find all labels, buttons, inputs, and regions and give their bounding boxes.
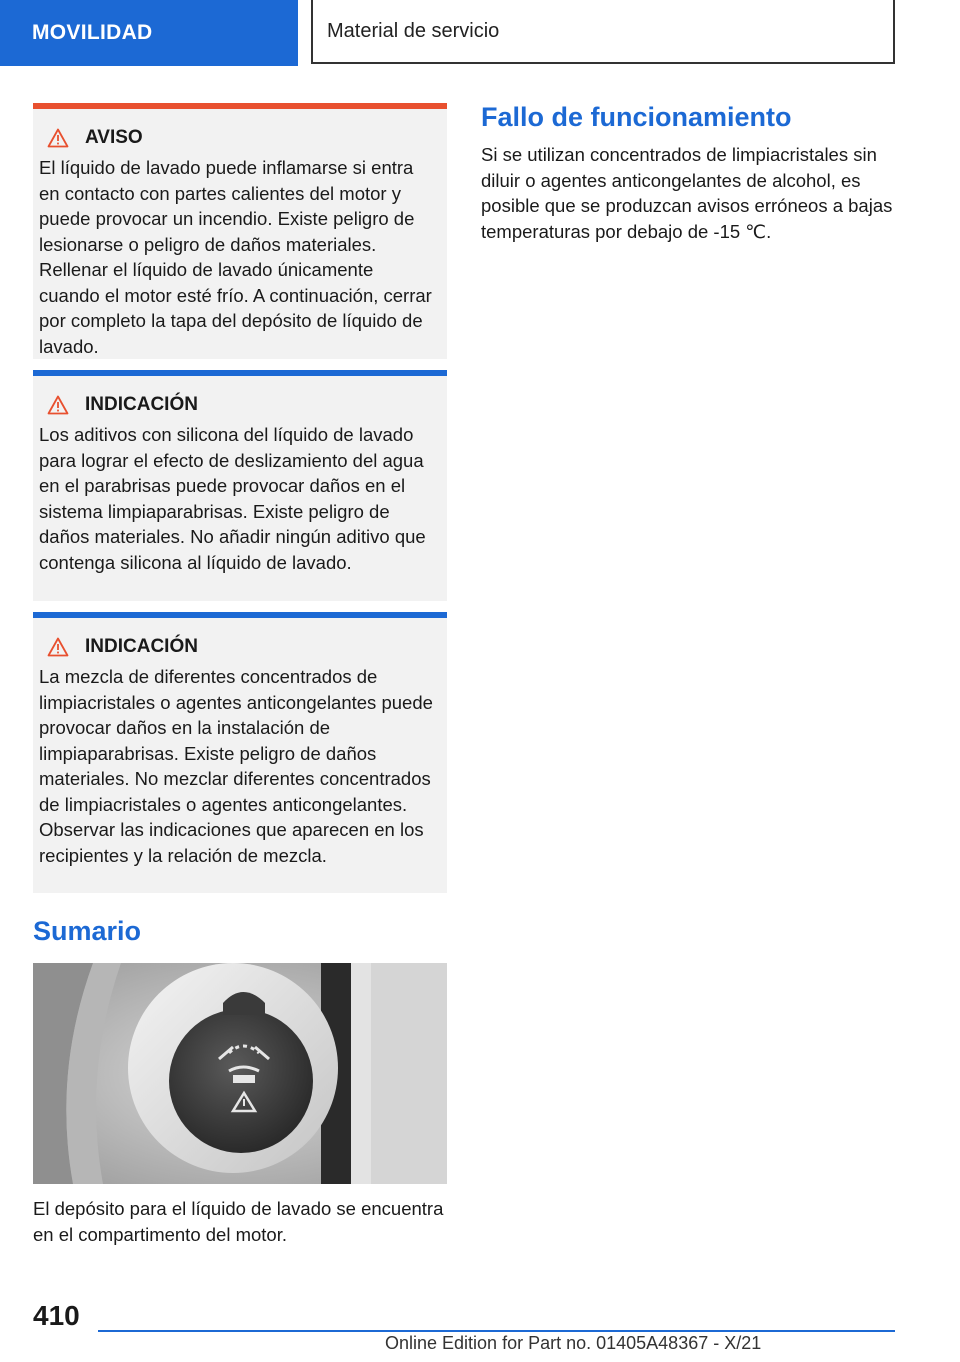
header-section-tab <box>0 0 298 66</box>
notice-aviso <box>33 103 447 359</box>
washer-fluid-cap-photo <box>33 963 447 1184</box>
footer-divider <box>98 1330 895 1332</box>
notice-title: AVISO <box>85 127 143 148</box>
sumario-caption: El depósito para el líquido de lavado se encuentra en el compartimento del motor. <box>33 1198 444 1245</box>
sumario-heading: Sumario <box>33 916 142 946</box>
notice-title-row <box>39 636 439 658</box>
notice-title: INDICACIÓN <box>85 636 198 657</box>
header-subsection-label: Material de servicio <box>327 19 500 42</box>
notice-text: Los aditivos con silicona del líquido de lavado para lograr el efecto de deslizamiento del agua en el parabrisas puede provocar daños en el sistema limpiaparabrisas. Existe peligro de daños materiales. No añadir ningún aditivo que contenga silicona al líquido de lavado. <box>39 424 426 573</box>
warning-triangle-icon <box>47 637 69 657</box>
notice-text: La mezcla de diferentes concentrados de limpiacristales o agentes anticongelantes puede provocar daños en la instalación de limpiaparabrisas. Existe peligro de daños materiales. No mezclar diferentes concentrados de limpiacristales o agentes anticongelantes. Observar las indicaciones que aparecen en los recipientes y la relación de mezcla. <box>39 666 433 866</box>
header-section-label: MOVILIDAD <box>32 21 153 44</box>
warning-triangle-icon <box>47 128 69 148</box>
notice-text: El líquido de lavado puede inflamarse si entra en contacto con partes calientes del motor y puede provocar un incendio. Existe peligro de lesionarse o peligro de daños materiales. Rellenar el líquido de lavado únicamente cuando el motor esté frío. A continuación, cerrar por completo la tapa del depósito de líquido de lavado. <box>39 157 432 357</box>
footer-edition: Online Edition for Part no. 01405A48367 - X/21 <box>385 1333 762 1353</box>
notice-title: INDICACIÓN <box>85 394 198 415</box>
warning-triangle-icon <box>47 395 69 415</box>
notice-title-row <box>39 394 439 416</box>
fallo-text: Si se utilizan concentrados de limpiacristales sin diluir o agentes anticongelantes de alcohol, es posible que se produzcan avisos erróneos a bajas temperaturas por debajo de -15 ℃. <box>481 144 893 242</box>
notice-indicacion-mezcla <box>33 612 447 893</box>
fallo-heading: Fallo de funcionamiento <box>481 102 792 132</box>
notice-title-row <box>39 127 439 149</box>
page-number: 410 <box>33 1300 80 1331</box>
notice-indicacion-silicona <box>33 370 447 601</box>
header-subsection-tab <box>311 0 895 64</box>
